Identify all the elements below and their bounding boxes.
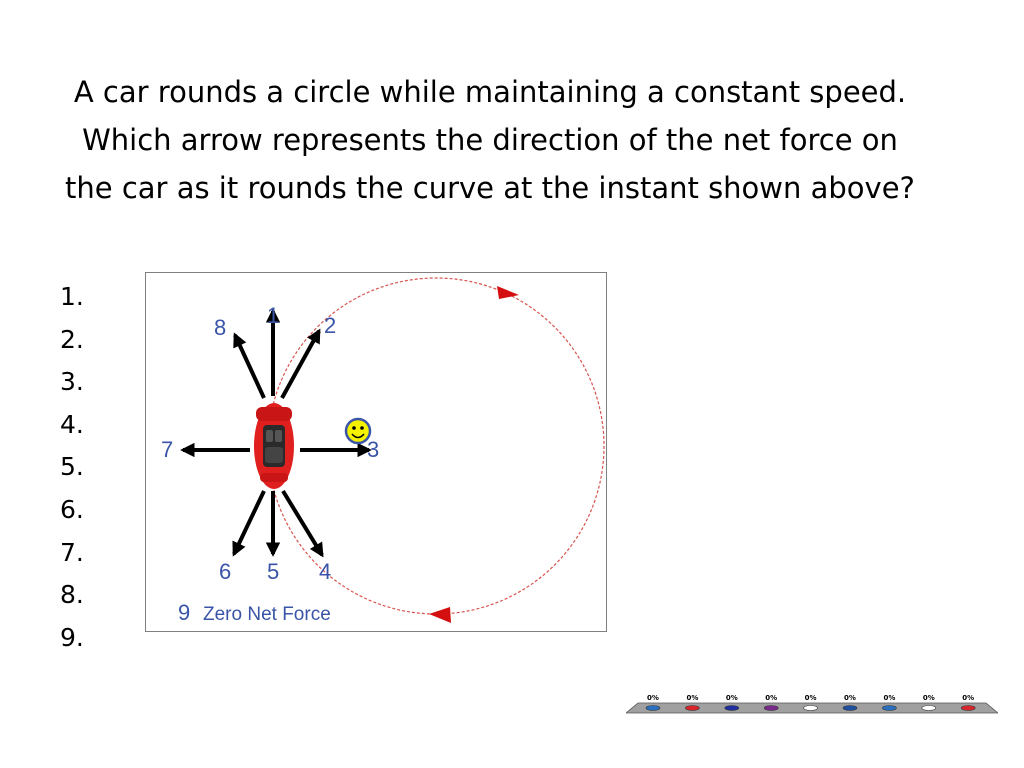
answer-option[interactable]: 6. (60, 494, 84, 524)
path-direction-arrow-top (497, 286, 519, 299)
result-percent: 0% (647, 694, 659, 702)
result-marker (882, 706, 896, 711)
smiley-face-icon (346, 419, 370, 443)
arrow-8 (235, 335, 264, 398)
answer-option[interactable]: 5. (60, 452, 84, 482)
answer-option[interactable]: 7. (60, 537, 84, 567)
result-percent: 0% (883, 694, 896, 702)
answer-option[interactable]: 8. (60, 580, 84, 610)
result-marker (646, 706, 660, 711)
answer-option[interactable]: 1. (60, 282, 84, 311)
result-marker (764, 706, 778, 711)
result-marker (804, 706, 818, 711)
arrow-label-7: 7 (161, 437, 174, 462)
result-percent: 0% (686, 694, 699, 702)
arrow-label-8: 8 (214, 315, 227, 340)
answer-option[interactable]: 9. (60, 622, 84, 652)
arrow-2 (282, 331, 319, 398)
result-percent: 0% (962, 694, 975, 702)
force-diagram (145, 272, 607, 632)
arrow-label-1: 1 (267, 303, 280, 328)
answer-option[interactable]: 4. (60, 409, 84, 439)
arrow-label-4: 4 (319, 559, 332, 584)
car-icon (254, 403, 294, 489)
result-marker (725, 706, 739, 711)
arrow-label-5: 5 (267, 559, 280, 584)
result-marker (922, 706, 936, 711)
result-percent: 0% (844, 694, 856, 702)
answer-options-list (60, 276, 84, 659)
answer-option[interactable]: 2. (60, 324, 84, 354)
question-text (10, 68, 970, 212)
response-results-bar (626, 690, 998, 714)
result-marker (685, 706, 699, 711)
path-direction-arrow-bottom (429, 607, 451, 623)
result-marker (843, 706, 857, 711)
arrow-label-6: 6 (219, 559, 232, 584)
question-line: A car rounds a circle while maintaining a constant speed. (73, 75, 907, 109)
result-percent: 0% (804, 694, 817, 702)
result-marker (961, 706, 975, 711)
result-percent: 0% (922, 694, 935, 702)
answer-option[interactable]: 3. (60, 367, 84, 397)
arrow-4 (283, 491, 322, 555)
result-percent: 0% (765, 694, 778, 702)
question-line: Which arrow represents the direction of the net force on (82, 123, 898, 157)
question-line: the car as it rounds the curve at the instant shown above? (65, 171, 915, 205)
arrow-6 (234, 491, 264, 554)
arrow-label-3: 3 (367, 437, 380, 462)
zero-force-number: 9 (178, 600, 191, 625)
zero-force-label: Zero Net Force (203, 604, 331, 625)
result-percent: 0% (725, 694, 738, 702)
arrow-label-2: 2 (324, 313, 337, 338)
